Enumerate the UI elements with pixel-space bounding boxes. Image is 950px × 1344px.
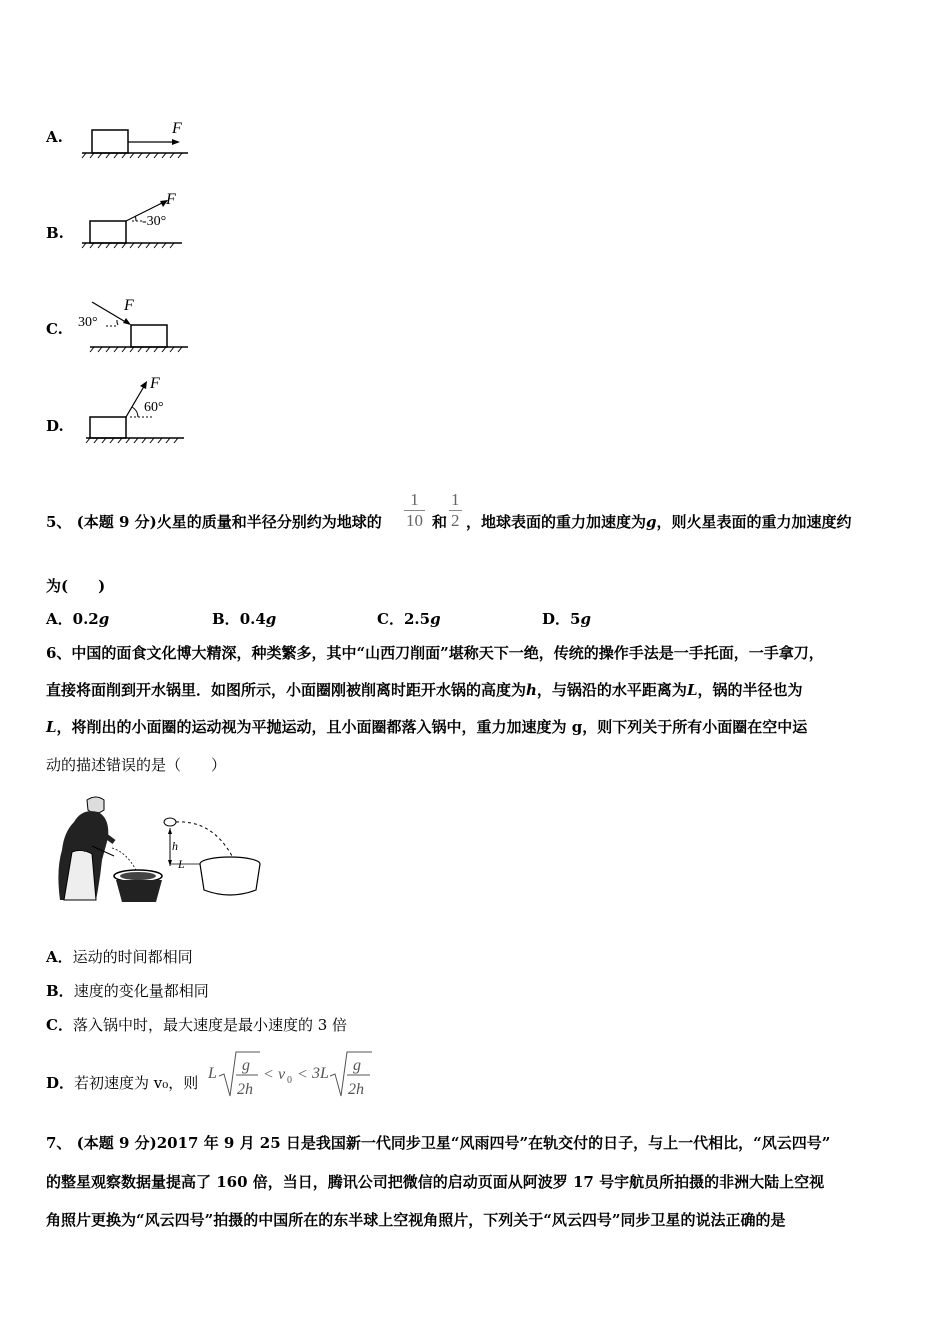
q5-number: 5、 [46, 513, 72, 531]
q5-g-symbol: g [646, 513, 657, 531]
q5-line1-rest [466, 512, 852, 532]
q5-line2: 为( ) [46, 577, 106, 595]
q6-line3: L，将削出的小面圈的运动视为平抛运动，且小面圈都落入锅中，重力加速度为 g，则下列关于所有小面圈在空中运 [46, 718, 808, 736]
q6-line4: 动的描述错误的是（ ） [46, 756, 227, 774]
q5-option-d: D．5g [542, 610, 591, 628]
option-c-label: C. [46, 320, 63, 338]
svg-text:<: < [264, 1066, 274, 1083]
svg-text:v: v [278, 1066, 286, 1083]
q7-line1: 7、 (本题 9 分)2017 年 9 月 25 日是我国新一代同步卫星“风雨四号”在轨交付的日子，与上一代相比，“风云四号” [46, 1134, 831, 1152]
q5-text-part1: 火星的质量和半径分别约为地球的 [156, 513, 382, 531]
fig-h-label: h [172, 839, 178, 853]
frac2-denominator: 2 [451, 511, 460, 530]
svg-text:2h: 2h [237, 1081, 253, 1098]
q5-and: 和 [432, 513, 448, 531]
force-label-b: F [166, 191, 176, 208]
q5-option-a: A．0.2g [46, 610, 110, 628]
diagram-a [80, 115, 195, 160]
fig-L1-label: L [178, 857, 185, 871]
diagram-c [76, 292, 196, 354]
q5-fraction-1-2 [449, 490, 462, 531]
option-a-label: A. [46, 128, 63, 146]
diagram-b [80, 188, 200, 253]
q6-option-b: B．速度的变化量都相同 [46, 982, 209, 1000]
svg-text:0: 0 [287, 1075, 292, 1086]
q6-option-c: C．落入锅中时，最大速度是最小速度的 3 倍 [46, 1016, 348, 1034]
q5-line1 [46, 512, 382, 532]
q7-line3: 角照片更换为“风云四号”拍摄的中国所在的东半球上空视角照片，下列关于“风云四号”同步卫星的说法正确的是 [46, 1211, 786, 1229]
q6-option-a: A．运动的时间都相同 [46, 948, 193, 966]
svg-text:g: g [353, 1057, 361, 1074]
q6-formula [206, 1046, 376, 1102]
diagram-d [80, 372, 200, 450]
option-d-label: D. [46, 417, 64, 435]
svg-text:3L: 3L [312, 1065, 329, 1082]
frac1-numerator: 1 [404, 490, 425, 511]
angle-label-b: -30° [142, 214, 167, 229]
angle-label-c: 30° [78, 315, 98, 330]
q5-text-part3: ，则火星表面的重力加速度约 [656, 513, 852, 531]
q5-text-part2: ，地球表面的重力加速度为 [466, 513, 647, 531]
force-label-d: F [150, 375, 160, 392]
q7-line2: 的整星观察数据量提高了 160 倍，当日，腾讯公司把微信的启动页面从阿波罗 17 号宇航员所拍摄的非洲大陆上空视 [46, 1173, 825, 1191]
q6-line1: 6、中国的面食文化博大精深，种类繁多，其中“山西刀削面”堪称天下一绝，传统的操作手法是一手托面，一手拿刀， [46, 644, 824, 662]
svg-text:L: L [208, 1065, 217, 1082]
force-label-c: F [124, 297, 134, 314]
svg-text:2h: 2h [348, 1081, 364, 1098]
q6-line2: 直接将面削到开水锅里．如图所示，小面圈刚被削离时距开水锅的高度为h，与锅沿的水平距离为L，锅的半径也为 [46, 681, 803, 699]
q6-option-d: D．若初速度为 v₀，则 [46, 1074, 199, 1092]
angle-label-d: 60° [144, 400, 164, 415]
q5-option-b: B．0.4g [212, 610, 277, 628]
force-label-a: F [172, 120, 182, 137]
frac2-numerator: 1 [451, 490, 460, 509]
q5-score: (本题 9 分) [76, 513, 157, 531]
option-b-label: B. [46, 224, 64, 242]
svg-text:<: < [298, 1066, 308, 1083]
q5-fraction-1-10 [404, 490, 425, 531]
frac1-denominator: 10 [406, 511, 423, 530]
noodle-figure [52, 790, 267, 910]
svg-text:g: g [242, 1057, 250, 1074]
q5-option-c: C．2.5g [377, 610, 441, 628]
